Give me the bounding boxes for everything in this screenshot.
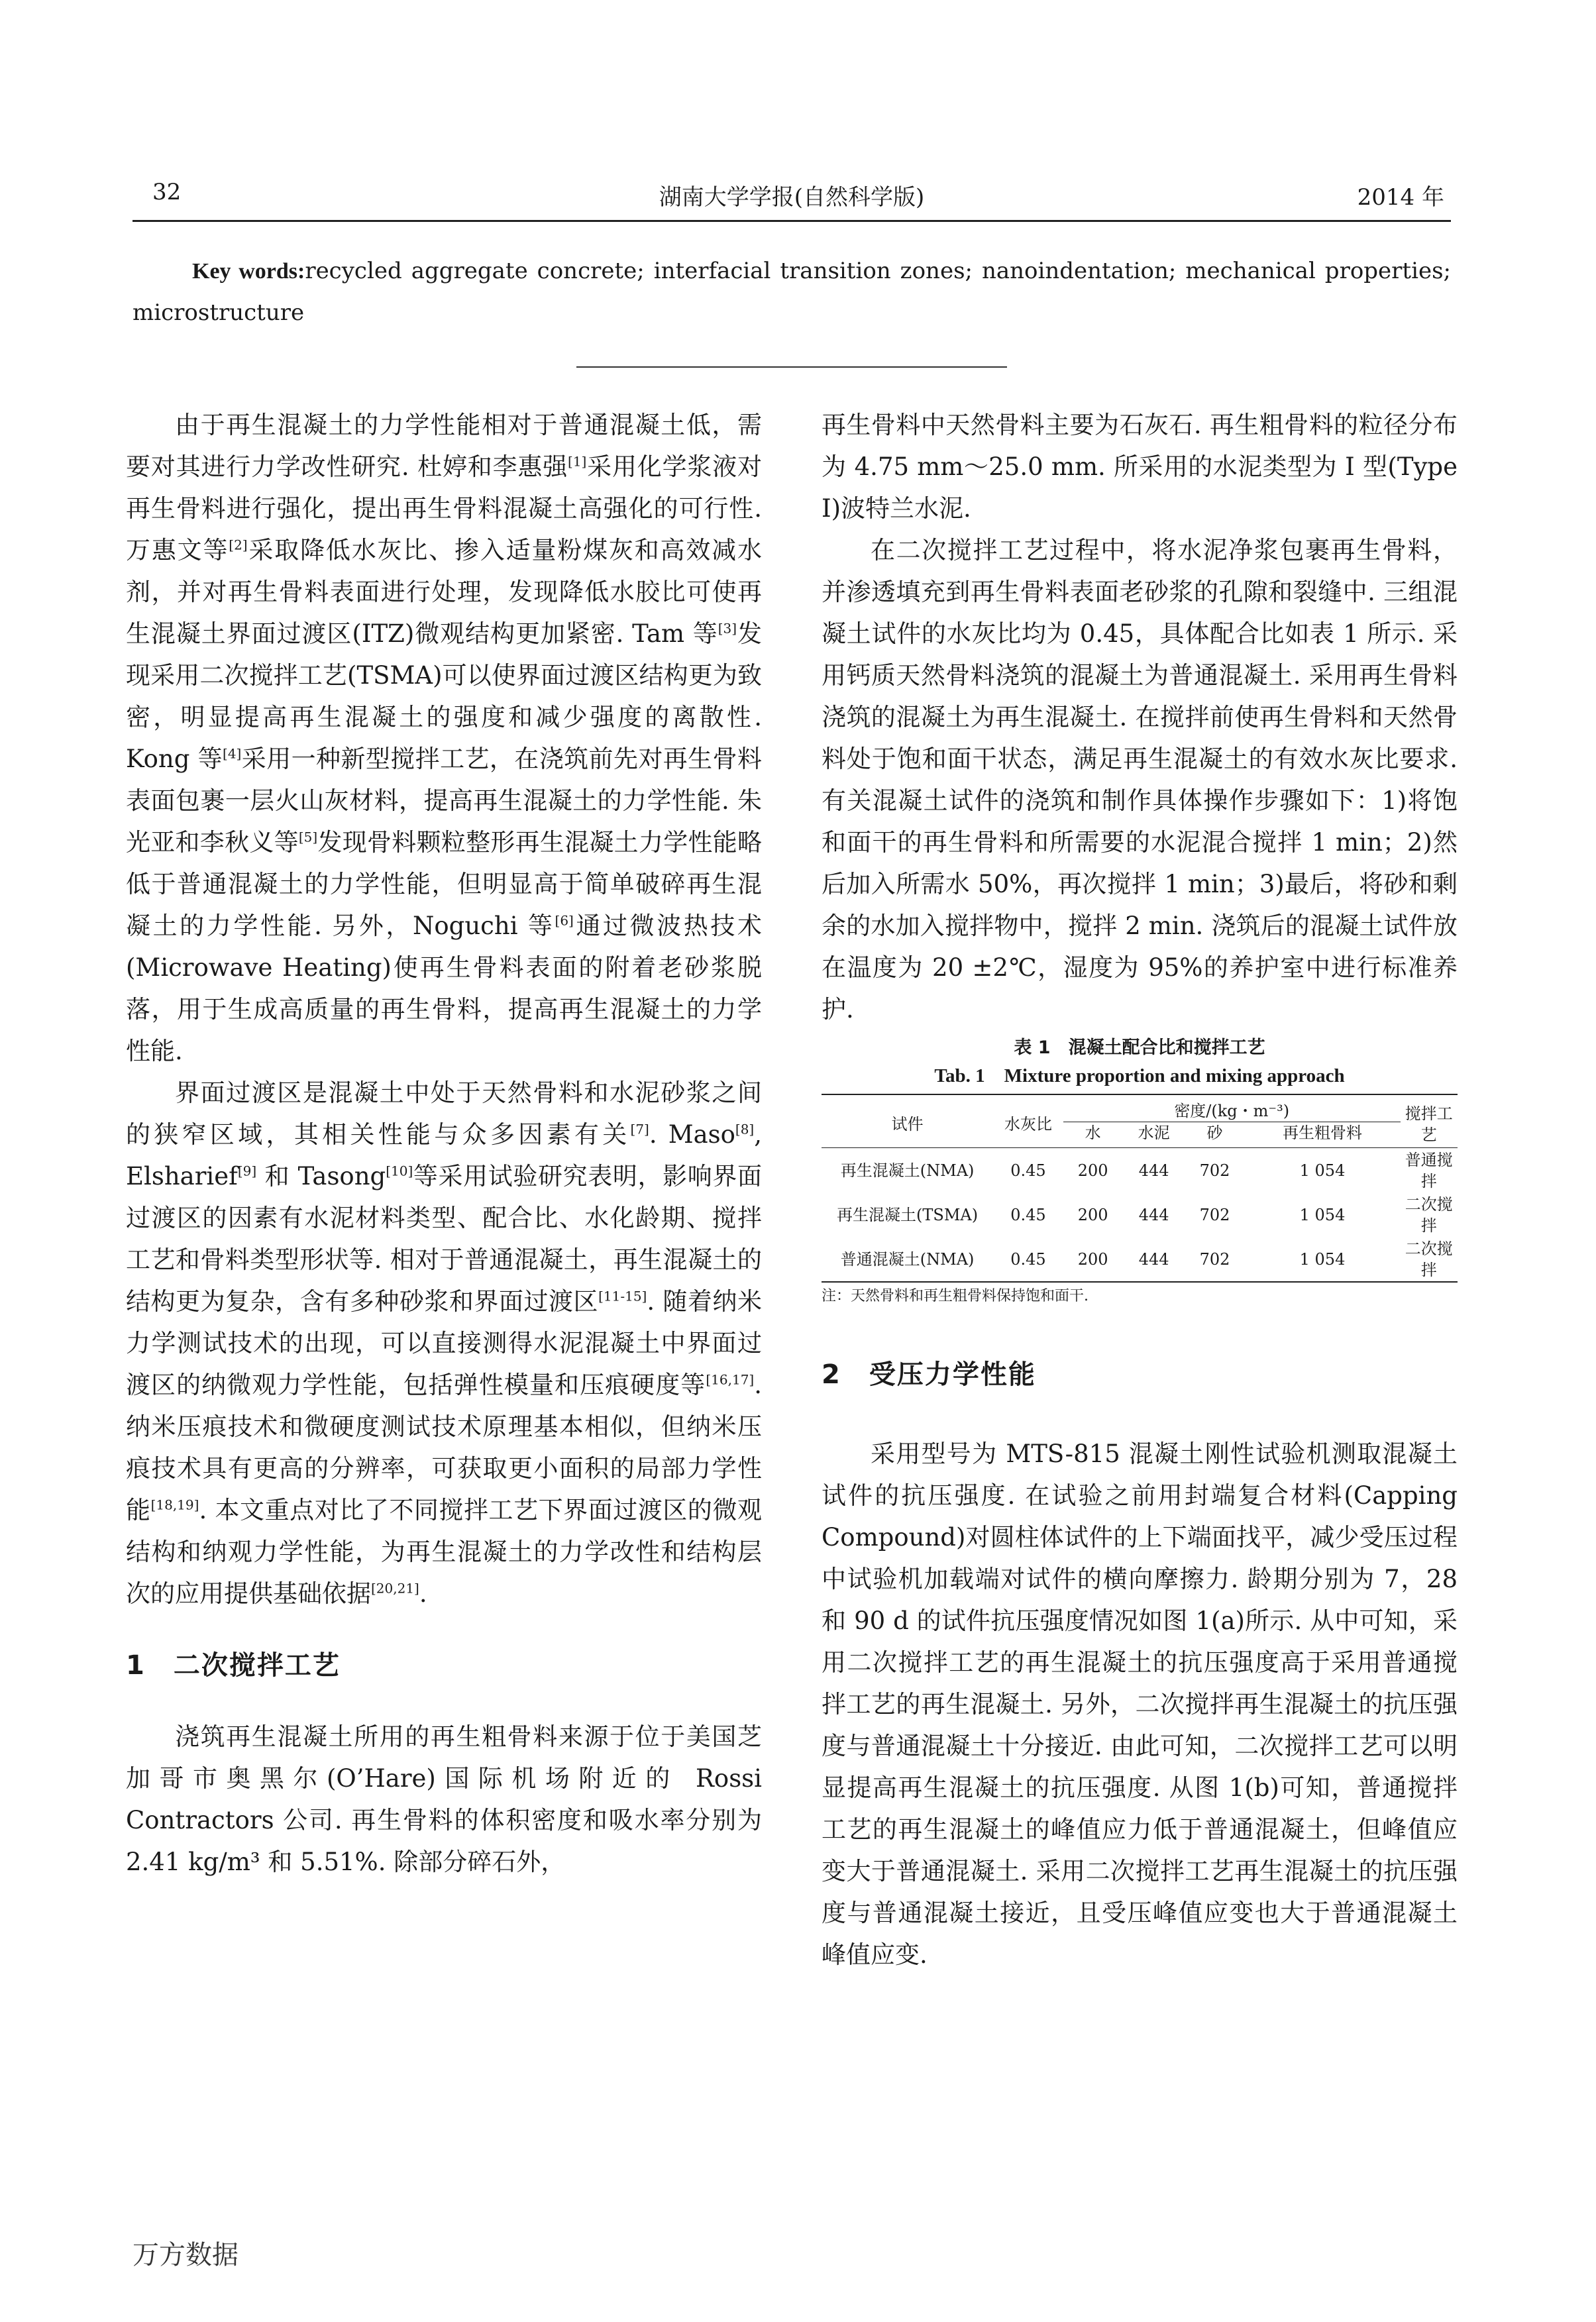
citation-ref: [20,21]: [371, 1580, 419, 1597]
table-caption-en: Tab. 1 Mixture proportion and mixing approach: [934, 1065, 1345, 1086]
th-sand: 砂: [1206, 1124, 1223, 1142]
th-rca: 再生粗骨料: [1283, 1124, 1362, 1142]
th-density: 密度/(kg・m⁻³): [1063, 1094, 1401, 1122]
cell-water: 200: [1063, 1237, 1123, 1282]
th-specimen: 试件: [822, 1094, 993, 1148]
cell-sand: 702: [1185, 1148, 1245, 1193]
table-caption-cn: 表 1 混凝土配合比和搅拌工艺: [1014, 1037, 1265, 1058]
page-header: [133, 179, 1451, 219]
th-wc: 水灰比: [993, 1094, 1063, 1148]
citation-ref: [6]: [555, 912, 574, 929]
cell-sand: 702: [1199, 1205, 1230, 1224]
cell-specimen: 再生混凝土(NMA): [822, 1148, 993, 1193]
table-row: [822, 1148, 1458, 1193]
paragraph-intro-2: 界面过渡区是混凝土中处于天然骨料和水泥砂浆之间的狭窄区域，其相关性能与众多因素有关[7]. Maso[8], Elsharief[9] 和 Tasong[10]等采用试验研究表明，影响界面过渡区的因素有水泥材料类型、配合比、水化龄期、搅拌工艺和骨料类型形状等. 相对于普通混凝土，再生混凝土的结构更为复杂，含有多种砂浆和界面过渡区[11-15]. 随着纳米力学测试技术的出现，可以直接测得水泥混凝土中界面过渡区的纳微观力学性能，包括弹性模量和压痕硬度等[16,17]. 纳米压痕技术和微硬度测试技术原理基本相似，但纳米压痕技术具有更高的分辨率，可获取更小面积的局部力学性能[18,19]. 本文重点对比了不同搅拌工艺下界面过渡区的微观结构和纳观力学性能，为再生混凝土的力学改性和结构层次的应用提供基础依据[20,21].: [126, 1079, 763, 1608]
page-number: 32: [152, 179, 182, 205]
cell-rca: 1 054: [1299, 1205, 1346, 1224]
table-note: 注：天然骨料和再生粗骨料保持饱和面干.: [822, 1288, 1089, 1304]
cell-wc: 0.45: [1010, 1205, 1046, 1224]
cell-wc: 0.45: [993, 1148, 1063, 1193]
table-row: [822, 1237, 1458, 1282]
citation-ref: [8]: [735, 1121, 755, 1137]
watermark: 万方数据: [133, 2240, 239, 2270]
citation-ref: [3]: [718, 620, 737, 637]
keywords-divider: [576, 366, 1007, 368]
cell-cement: 444: [1123, 1237, 1185, 1282]
cell-cement: 444: [1123, 1148, 1185, 1193]
cell-rca: 1 054: [1244, 1237, 1400, 1282]
section-1-heading: 1 二次搅拌工艺: [126, 1650, 341, 1681]
citation-ref: [2]: [229, 537, 248, 553]
citation-ref: [5]: [298, 829, 318, 845]
citation-ref: [11-15]: [598, 1288, 647, 1304]
cell-water: 200: [1063, 1148, 1123, 1193]
cell-rca: 1 054: [1244, 1148, 1400, 1193]
cell-sand: 702: [1185, 1237, 1245, 1282]
th-process: 搅拌工艺: [1401, 1094, 1458, 1148]
citation-ref: [18,19]: [150, 1497, 199, 1513]
keywords-text: recycled aggregate concrete; interfacial transition zones; nanoindentation; mechanical properties; microstructure: [133, 258, 1451, 326]
table-row: [822, 1192, 1458, 1237]
citation-ref: [4]: [223, 745, 242, 762]
left-column: [126, 404, 762, 1883]
right-column: [822, 404, 1458, 1976]
citation-ref: [10]: [386, 1163, 413, 1179]
cell-specimen: 普通混凝土(NMA): [822, 1237, 993, 1282]
cell-wc: 0.45: [993, 1237, 1063, 1282]
citation-ref: [7]: [630, 1121, 649, 1137]
cell-process: 二次搅拌: [1405, 1194, 1453, 1235]
paragraph-section-2: 采用型号为 MTS-815 混凝土刚性试验机测取混凝土试件的抗压强度. 在试验之前用封端复合材料(Capping Compound)对圆柱体试件的上下端面找平，减少受压过程中试验机加载端对试件的横向摩擦力. 龄期分别为 7，28 和 90 d 的试件抗压强度情况如图 1(a)所示. 从中可知，采用二次搅拌工艺的再生混凝土的抗压强度高于采用普通搅拌工艺的再生混凝土. 另外，二次搅拌再生混凝土的抗压强度与普通混凝土十分接近. 由此可知，二次搅拌工艺可以明显提高再生混凝土的抗压强度. 从图 1(b)可知，普通搅拌工艺的再生混凝土的峰值应力低于普通混凝土，但峰值应变大于普通混凝土. 采用二次搅拌工艺再生混凝土的抗压强度与普通混凝土接近，且受压峰值应变也大于普通混凝土峰值应变.: [822, 1440, 1458, 1969]
cell-cement: 444: [1138, 1205, 1169, 1224]
publication-year: 2014 年: [1357, 184, 1444, 211]
paragraph-materials: 再生骨料中天然骨料主要为石灰石. 再生粗骨料的粒径分布为 4.75 mm～25.0 mm. 所采用的水泥类型为 I 型(Type I)波特兰水泥.: [822, 411, 1458, 523]
section-2-heading: 2 受压力学性能: [822, 1359, 1036, 1390]
paragraph-mixing: 在二次搅拌工艺过程中，将水泥净浆包裹再生骨料，并渗透填充到再生骨料表面老砂浆的孔隙和裂缝中. 三组混凝土试件的水灰比均为 0.45，具体配合比如表 1 所示. 采用钙质天然骨料浇筑的混凝土为普通混凝土. 采用再生骨料浇筑的混凝土为再生混凝土. 在搅拌前使再生骨料和天然骨料处于饱和面干状态，满足再生混凝土的有效水灰比要求. 有关混凝土试件的浇筑和制作具体操作步骤如下：1)将饱和面干的再生骨料和所需要的水泥混合搅拌 1 min；2)然后加入所需水 50%，再次搅拌 1 min；3)最后，将砂和剩余的水加入搅拌物中，搅拌 2 min. 浇筑后的混凝土试件放在温度为 20 ±2℃，湿度为 95%的养护室中进行标准养护.: [822, 536, 1458, 1024]
citation-ref: [16,17]: [706, 1371, 755, 1388]
th-water: 水: [1085, 1124, 1101, 1142]
citation-ref: [9]: [237, 1163, 257, 1179]
cell-water: 200: [1077, 1205, 1108, 1224]
keywords-label: Key words:: [192, 259, 305, 284]
cell-process: 二次搅拌: [1401, 1237, 1458, 1282]
mixture-table: [822, 1094, 1458, 1283]
paragraph-intro-1: 由于再生混凝土的力学性能相对于普通混凝土低，需要对其进行力学改性研究. 杜婷和李惠强[1]采用化学浆液对再生骨料进行强化，提出再生骨料混凝土高强化的可行性. 万惠文等[2]采取降低水灰比、掺入适量粉煤灰和高效减水剂，并对再生骨料表面进行处理，发现降低水胶比可使再生混凝土界面过渡区(ITZ)微观结构更加紧密. Tam 等[3]发现采用二次搅拌工艺(TSMA)可以使界面过渡区结构更为致密，明显提高再生混凝土的强度和减少强度的离散性. Kong 等[4]采用一种新型搅拌工艺，在浇筑前先对再生骨料表面包裹一层火山灰材料，提高再生混凝土的力学性能. 朱光亚和李秋义等[5]发现骨料颗粒整形再生混凝土力学性能略低于普通混凝土的力学性能，但明显高于简单破碎再生混凝土的力学性能. 另外，Noguchi 等[6]通过微波热技术(Microwave Heating)使再生骨料表面的附着老砂浆脱落，用于生成高质量的再生骨料，提高再生混凝土的力学性能.: [126, 411, 763, 1065]
cell-process: 普通搅拌: [1401, 1148, 1458, 1193]
th-cement: 水泥: [1138, 1124, 1170, 1142]
keywords-block: [133, 250, 1451, 333]
header-rule: [133, 220, 1451, 222]
paragraph-section-1: 浇筑再生混凝土所用的再生粗骨料来源于位于美国芝加哥市奥黑尔(O’Hare)国际机场附近的 Rossi Contractors 公司. 再生骨料的体积密度和吸水率分别为 2.41 kg/m³ 和 5.51%. 除部分碎石外，: [126, 1722, 762, 1876]
cell-specimen: 再生混凝土(TSMA): [837, 1205, 979, 1224]
journal-title: 湖南大学学报(自然科学版): [659, 184, 925, 211]
citation-ref: [1]: [568, 453, 587, 470]
